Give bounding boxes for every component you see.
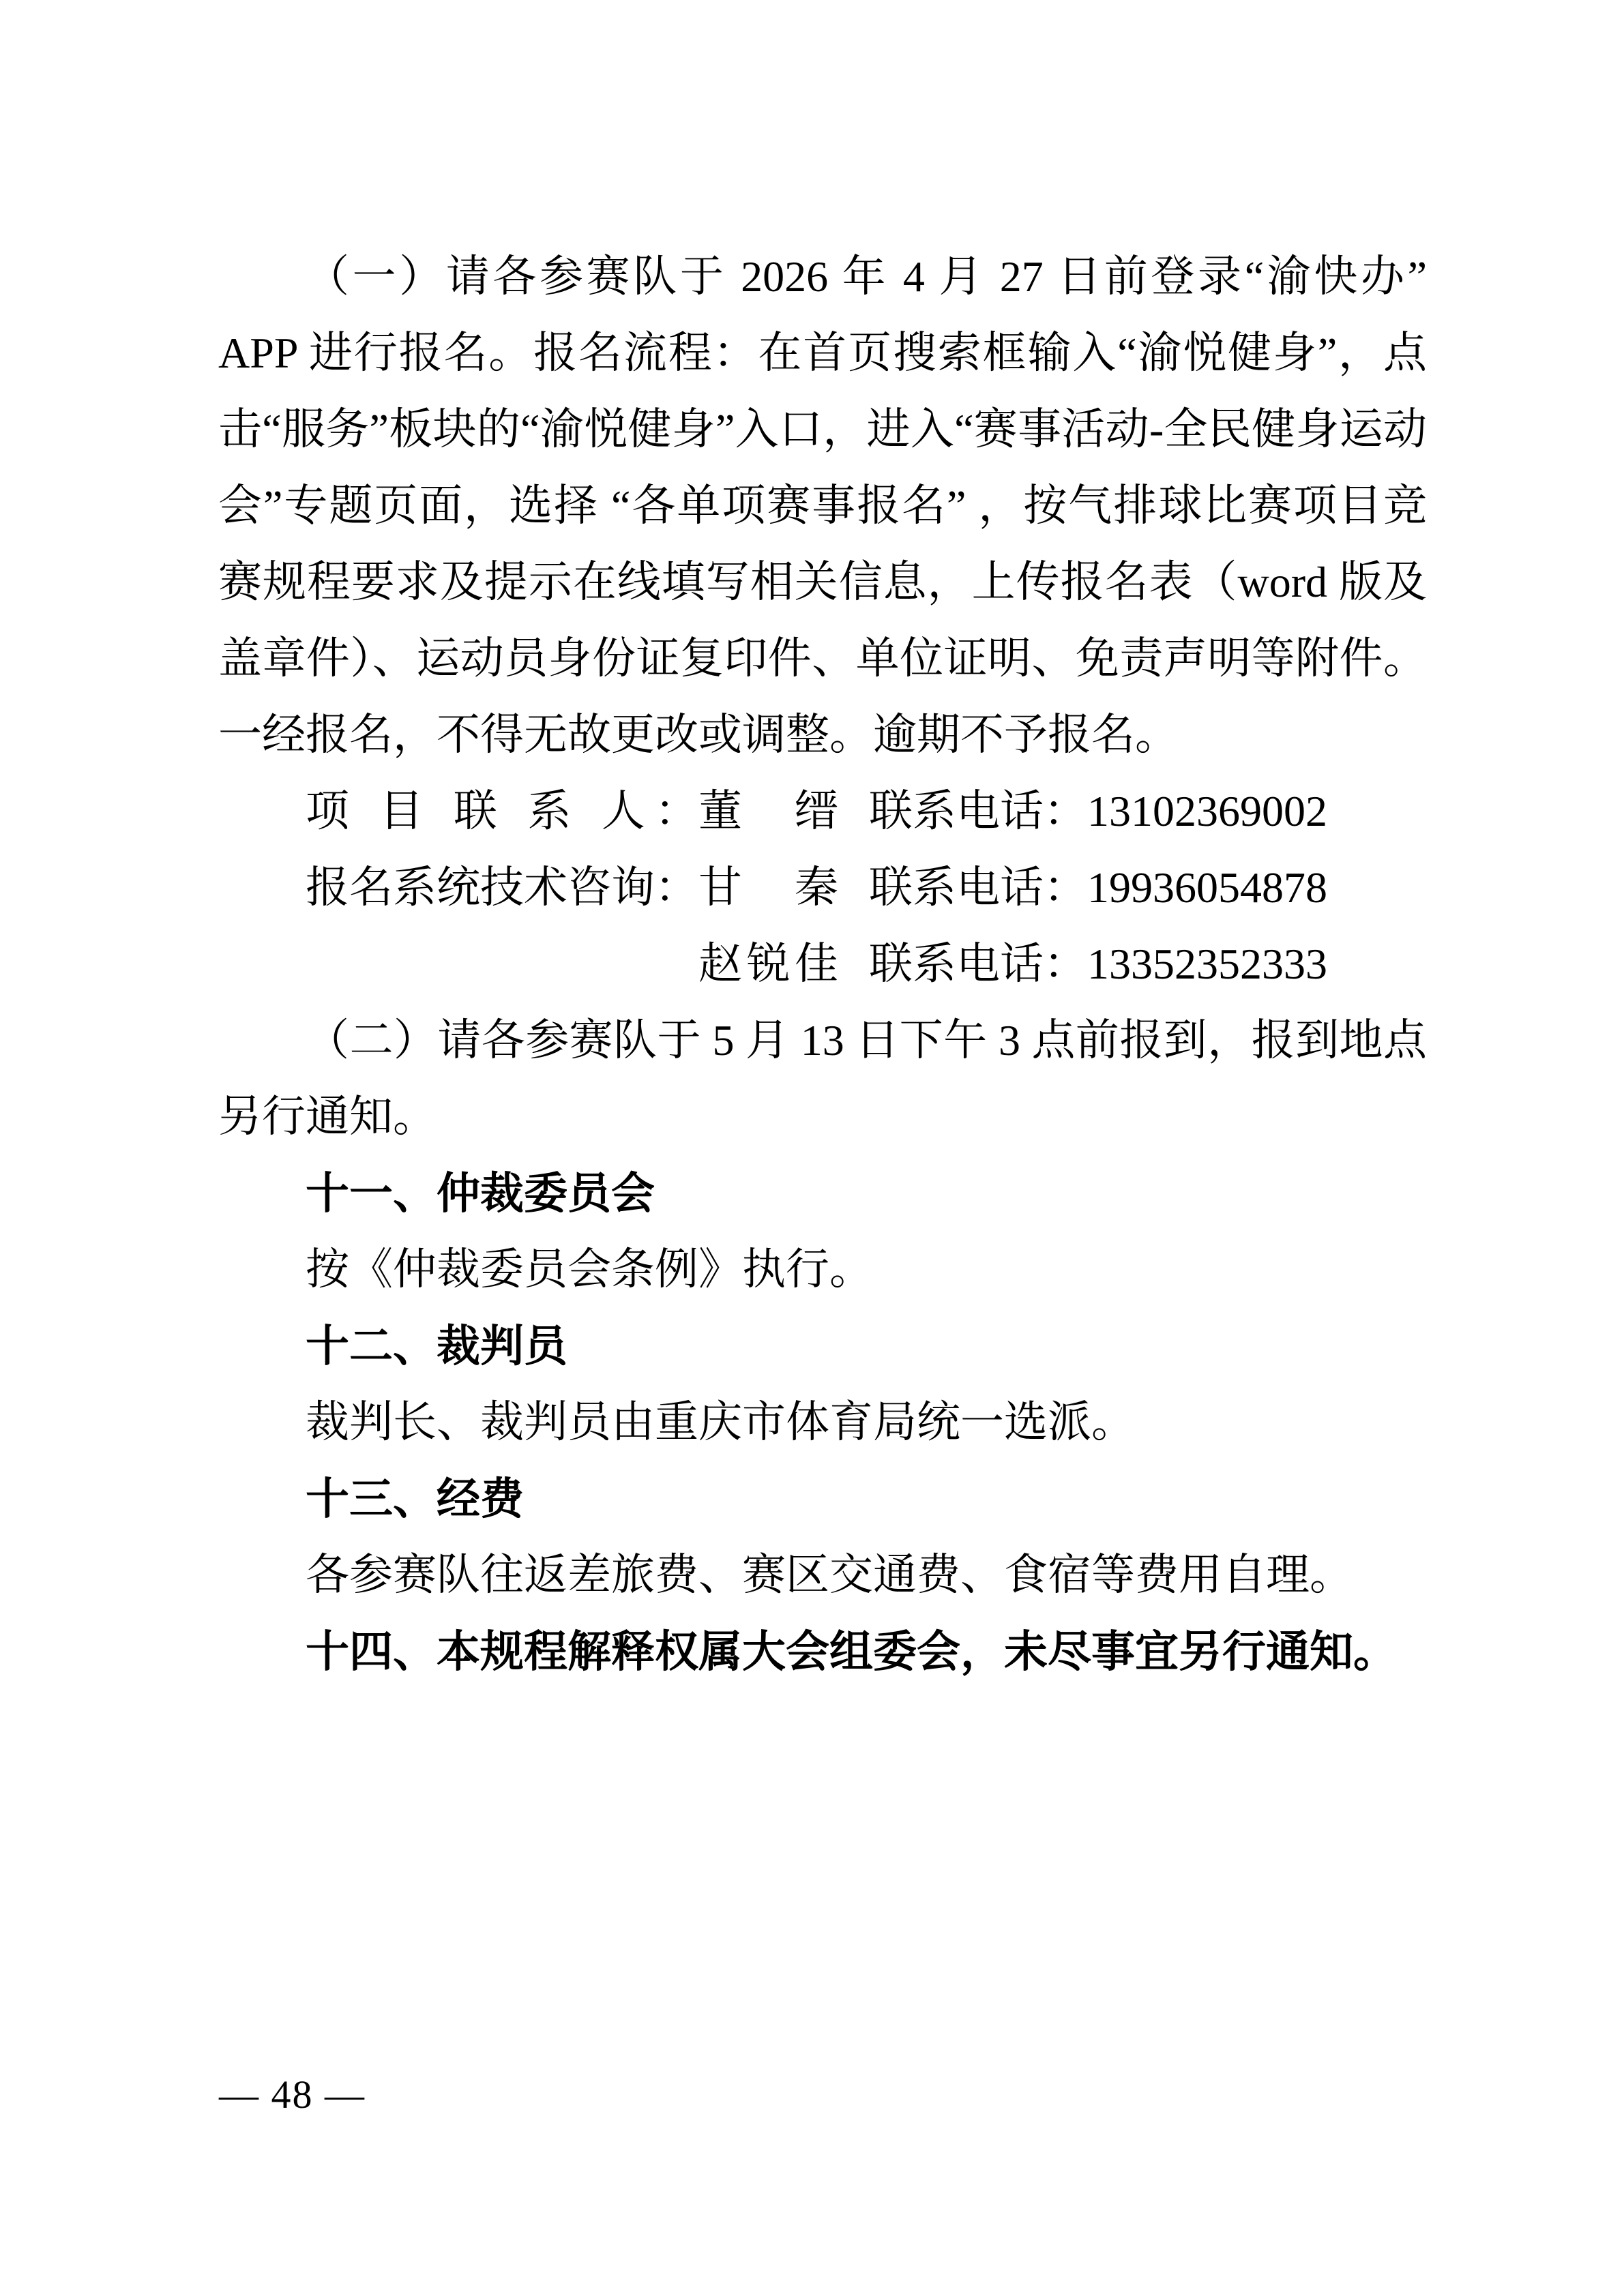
- paragraph-registration: （一）请各参赛队于 2026 年 4 月 27 日前登录“渝快办”APP 进行报名。报名流程：在首页搜索框输入“渝悦健身”，点击“服务”板块的“渝悦健身”入口，进入“赛事活动-全民健身运动会”专题页面，选择 “各单项赛事报名” ，按气排球比赛项目竞赛规程要求及提示在线填写相关信息，上传报名表（word 版及盖章件）、运动员身份证复印件、单位证明、免责声明等附件。一经报名，不得无故更改或调整。逾期不予报名。: [218, 252, 1427, 759]
- section-heading-referees: 十二、裁判员: [306, 1322, 567, 1371]
- contact-phone: 13352352333: [1087, 940, 1327, 988]
- contact-line: [306, 850, 1427, 926]
- section-body-funding: 各参赛队往返差旅费、赛区交通费、食宿等费用自理。: [306, 1551, 1353, 1599]
- page-number: — 48 —: [219, 2072, 366, 2117]
- document-body: [218, 239, 1427, 1690]
- section-body-arbitration: 按《仲裁委员会条例》执行。: [306, 1245, 873, 1294]
- paragraph-checkin: （二）请各参赛队于 5 月 13 日下午 3 点前报到，报到地点另行通知。: [218, 1016, 1427, 1141]
- contact-label: 报名系统技术咨询：: [306, 863, 698, 912]
- contact-name: 董缙: [698, 787, 838, 835]
- contact-phone-label: 联系电话：: [869, 787, 1087, 835]
- contact-line: [306, 773, 1427, 850]
- contact-name: 甘秦: [698, 863, 838, 912]
- contact-phone-label: 联系电话：: [869, 940, 1087, 988]
- contact-phone: 19936054878: [1087, 863, 1327, 912]
- contact-name: 赵锐佳: [698, 940, 838, 988]
- section-heading-funding: 十三、经费: [306, 1474, 524, 1523]
- section-body-referees: 裁判长、裁判员由重庆市体育局统一选派。: [306, 1398, 1135, 1446]
- section-heading-arbitration: 十一、仲裁委员会: [306, 1169, 655, 1218]
- contact-line: [698, 926, 1427, 1002]
- section-heading-interpretation: 十四、本规程解释权属大会组委会，未尽事宜另行通知。: [306, 1627, 1397, 1676]
- contact-label: 项 目 联 系 人：: [306, 787, 698, 835]
- contact-phone-label: 联系电话：: [869, 863, 1087, 912]
- contact-phone: 13102369002: [1087, 787, 1327, 835]
